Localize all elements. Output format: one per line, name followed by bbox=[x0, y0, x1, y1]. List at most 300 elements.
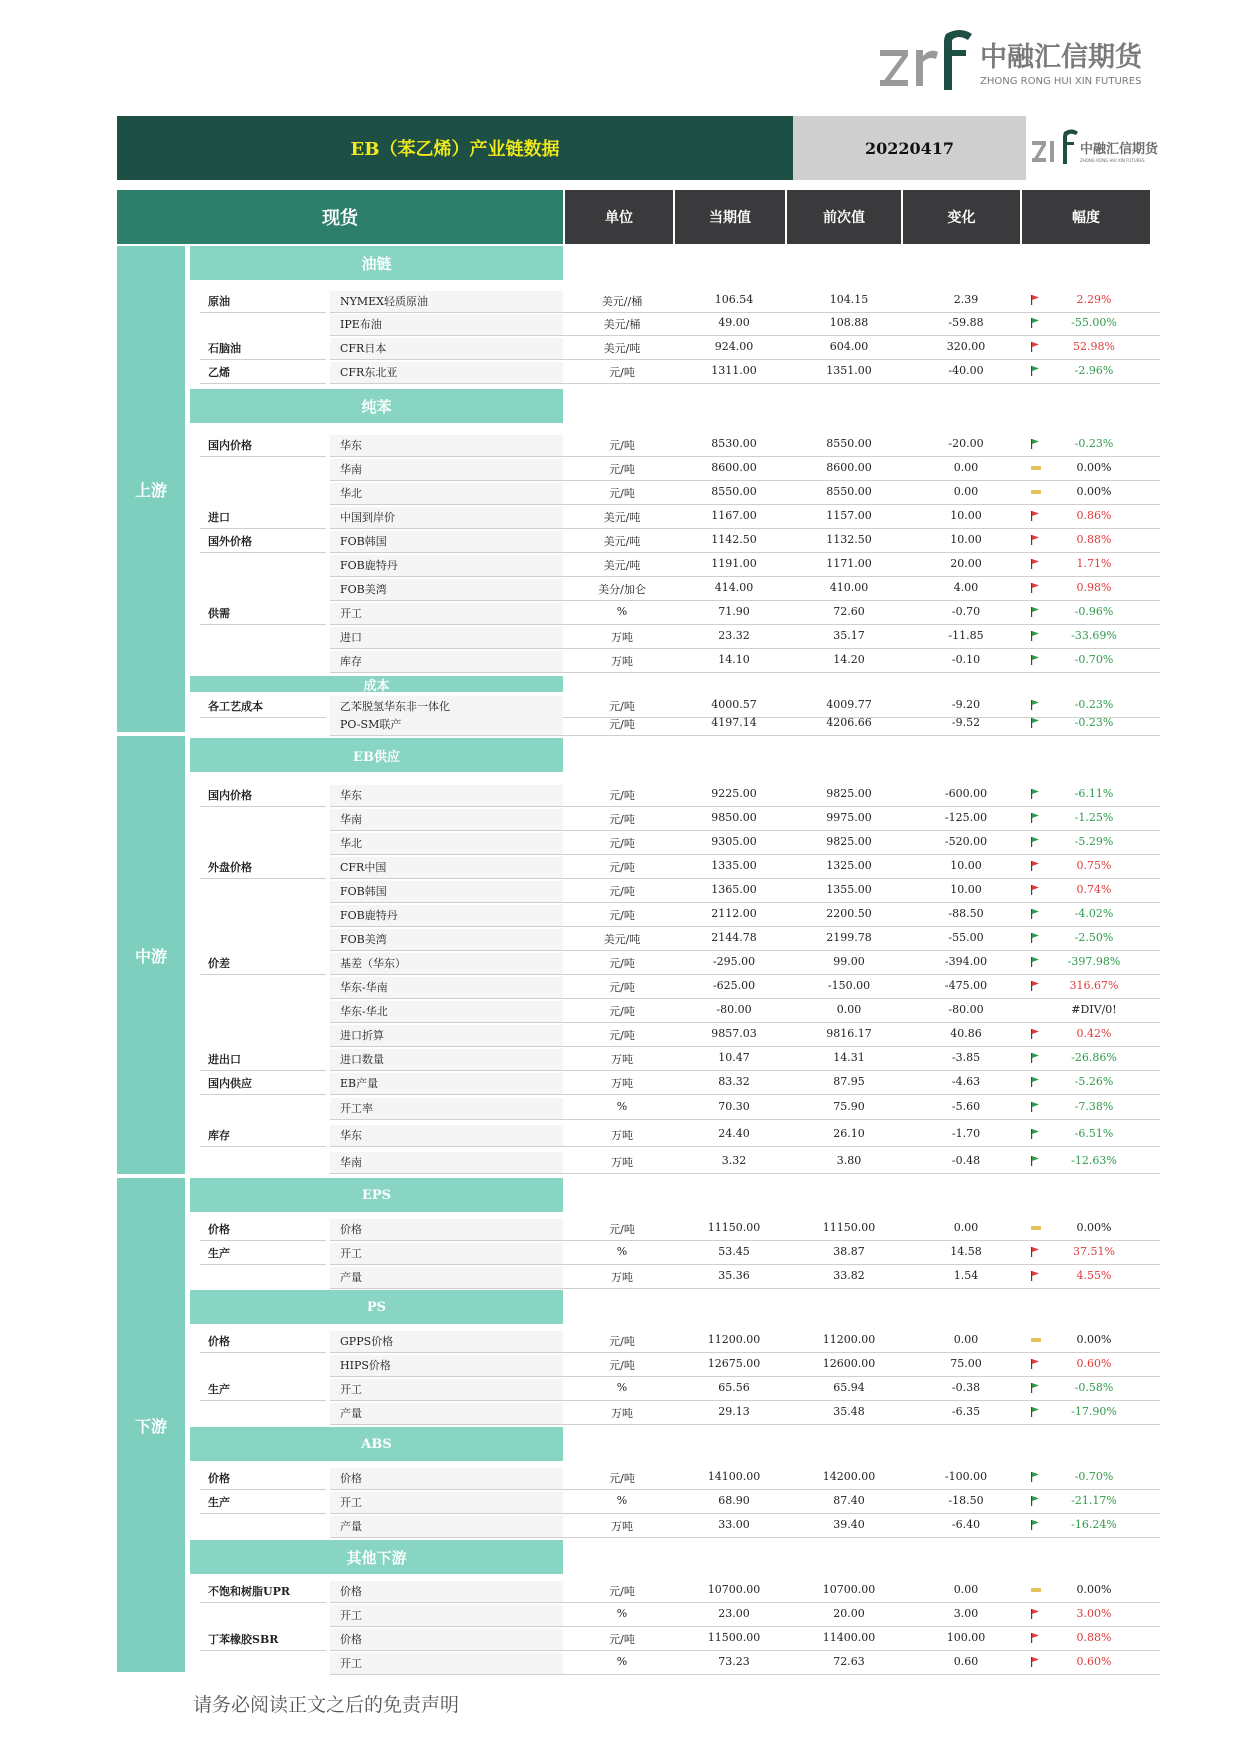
row-previous-value: 8550.00 bbox=[826, 485, 872, 498]
row-background bbox=[330, 627, 563, 648]
row-unit: 元/吨 bbox=[609, 1335, 635, 1348]
column-header-change-label: 变化 bbox=[947, 210, 976, 226]
row-change-value: -1.70 bbox=[951, 1127, 981, 1140]
row-separator bbox=[330, 1513, 1160, 1514]
row-item-label: 开工 bbox=[340, 1247, 362, 1260]
row-group-label: 国外价格 bbox=[208, 535, 252, 548]
row-item-label: 华北 bbox=[340, 487, 362, 500]
row-background bbox=[330, 1267, 563, 1288]
row-pct-value: -21.17% bbox=[1071, 1494, 1117, 1507]
red-flag-icon bbox=[1030, 1633, 1042, 1643]
row-separator bbox=[330, 1264, 1160, 1265]
row-change-value: 1.54 bbox=[953, 1269, 979, 1282]
row-item-label: 华东-华南 bbox=[340, 981, 388, 994]
row-unit: 元/吨 bbox=[609, 718, 635, 731]
row-item-label: 华南 bbox=[340, 813, 362, 826]
row-current-value: 2144.78 bbox=[711, 931, 757, 944]
row-change-value: -3.85 bbox=[951, 1051, 981, 1064]
row-current-value: 9850.00 bbox=[711, 811, 757, 824]
row-pct-value: 0.00% bbox=[1076, 1583, 1112, 1596]
row-change-value: -600.00 bbox=[944, 787, 988, 800]
row-separator bbox=[330, 1070, 1160, 1071]
row-separator bbox=[330, 735, 1160, 736]
row-group-label: 不饱和树脂UPR bbox=[208, 1585, 291, 1598]
group-separator bbox=[200, 1352, 326, 1353]
red-flag-icon bbox=[1030, 342, 1042, 352]
row-pct-value: -0.23% bbox=[1074, 437, 1114, 450]
row-pct-value: -0.70% bbox=[1074, 653, 1114, 666]
row-unit: 元/吨 bbox=[609, 885, 635, 898]
red-flag-icon bbox=[1030, 981, 1042, 991]
row-change-value: -0.10 bbox=[951, 653, 981, 666]
row-change-value: -100.00 bbox=[944, 1470, 988, 1483]
column-header-current-label: 当期值 bbox=[709, 210, 751, 226]
row-pct-value: -0.58% bbox=[1074, 1381, 1114, 1394]
green-flag-icon bbox=[1030, 718, 1042, 728]
group-separator bbox=[200, 1400, 326, 1401]
row-separator bbox=[330, 1400, 1160, 1401]
green-flag-icon bbox=[1030, 789, 1042, 799]
row-separator bbox=[330, 1626, 1160, 1627]
row-current-value: 14100.00 bbox=[707, 1470, 761, 1483]
row-pct-value: -0.23% bbox=[1074, 698, 1114, 711]
row-current-value: 8530.00 bbox=[711, 437, 757, 450]
row-pct-value: 52.98% bbox=[1073, 340, 1115, 353]
red-flag-icon bbox=[1030, 559, 1042, 569]
row-item-label: CFR东北亚 bbox=[340, 366, 398, 379]
row-pct-value: 0.98% bbox=[1076, 581, 1112, 594]
row-item-label: CFR中国 bbox=[340, 861, 387, 874]
row-separator bbox=[330, 1046, 1160, 1047]
row-background bbox=[330, 1219, 563, 1240]
row-group-label: 生产 bbox=[208, 1496, 230, 1509]
green-flag-icon bbox=[1030, 1520, 1042, 1530]
row-item-label: IPE布油 bbox=[340, 318, 382, 331]
row-current-value: 414.00 bbox=[714, 581, 754, 594]
row-current-value: -295.00 bbox=[712, 955, 756, 968]
row-unit: 元/吨 bbox=[609, 789, 635, 802]
row-change-value: 14.58 bbox=[950, 1245, 982, 1258]
row-pct-value: -0.23% bbox=[1074, 716, 1114, 729]
row-unit: 元/吨 bbox=[609, 439, 635, 452]
row-separator bbox=[330, 480, 1160, 481]
row-item-label: CFR日本 bbox=[340, 342, 387, 355]
row-current-value: 53.45 bbox=[718, 1245, 750, 1258]
row-current-value: 83.32 bbox=[718, 1075, 750, 1088]
row-current-value: 1167.00 bbox=[711, 509, 757, 522]
row-pct-value: 0.75% bbox=[1076, 859, 1112, 872]
section-oil-chain bbox=[190, 246, 563, 280]
flat-indicator-icon bbox=[1030, 463, 1042, 473]
row-current-value: 1365.00 bbox=[711, 883, 757, 896]
red-flag-icon bbox=[1030, 885, 1042, 895]
row-group-label: 各工艺成本 bbox=[208, 700, 263, 713]
row-change-value: 0.00 bbox=[953, 1221, 979, 1234]
row-current-value: 10700.00 bbox=[707, 1583, 761, 1596]
row-current-value: 11150.00 bbox=[707, 1221, 761, 1234]
row-pct-value: 0.00% bbox=[1076, 1333, 1112, 1346]
group-separator bbox=[200, 1513, 326, 1514]
row-pct-value: -2.96% bbox=[1074, 364, 1114, 377]
row-item-label: 华东 bbox=[340, 789, 362, 802]
row-unit: 美元/桶 bbox=[603, 318, 641, 331]
column-header-previous-label: 前次值 bbox=[823, 210, 865, 226]
row-group-label: 进出口 bbox=[208, 1053, 241, 1066]
row-pct-value: 0.00% bbox=[1076, 461, 1112, 474]
row-current-value: 11500.00 bbox=[707, 1631, 761, 1644]
row-unit: 元/吨 bbox=[609, 1223, 635, 1236]
row-change-value: -80.00 bbox=[948, 1003, 984, 1016]
row-previous-value: 104.15 bbox=[829, 293, 869, 306]
red-flag-icon bbox=[1030, 1247, 1042, 1257]
row-pct-value: -17.90% bbox=[1071, 1405, 1117, 1418]
row-pct-value: -55.00% bbox=[1071, 316, 1117, 329]
green-flag-icon bbox=[1030, 318, 1042, 328]
row-change-value: 75.00 bbox=[950, 1357, 982, 1370]
row-background bbox=[330, 1243, 563, 1264]
green-flag-icon bbox=[1030, 1077, 1042, 1087]
row-change-value: -125.00 bbox=[944, 811, 988, 824]
section-cost bbox=[190, 676, 563, 692]
green-flag-icon bbox=[1030, 957, 1042, 967]
green-flag-icon bbox=[1030, 1496, 1042, 1506]
row-previous-value: 14.20 bbox=[833, 653, 865, 666]
row-item-label: 产量 bbox=[340, 1407, 362, 1420]
row-background bbox=[330, 603, 563, 624]
row-change-value: 10.00 bbox=[950, 509, 982, 522]
row-unit: 万吨 bbox=[611, 1520, 633, 1533]
row-separator bbox=[330, 672, 1160, 673]
row-previous-value: 11200.00 bbox=[822, 1333, 876, 1346]
report-title-text: EB（苯乙烯）产业链数据 bbox=[350, 139, 560, 160]
row-item-label: 开工 bbox=[340, 1496, 362, 1509]
row-background bbox=[330, 1152, 563, 1173]
row-background bbox=[330, 1468, 563, 1489]
row-pct-value: 37.51% bbox=[1073, 1245, 1115, 1258]
row-previous-value: 65.94 bbox=[833, 1381, 865, 1394]
row-previous-value: 38.87 bbox=[833, 1245, 865, 1258]
row-previous-value: 75.90 bbox=[833, 1100, 865, 1113]
green-flag-icon bbox=[1030, 631, 1042, 641]
flat-indicator-icon bbox=[1030, 487, 1042, 497]
row-pct-value: -4.02% bbox=[1074, 907, 1114, 920]
row-item-label: 基差（华东） bbox=[340, 957, 406, 970]
group-separator bbox=[200, 359, 326, 360]
row-separator bbox=[330, 998, 1160, 999]
green-flag-icon bbox=[1030, 1407, 1042, 1417]
row-current-value: 24.40 bbox=[718, 1127, 750, 1140]
row-previous-value: 1325.00 bbox=[826, 859, 872, 872]
row-group-label: 石脑油 bbox=[208, 342, 241, 355]
row-separator bbox=[330, 1489, 1160, 1490]
row-change-value: -5.60 bbox=[951, 1100, 981, 1113]
row-separator bbox=[330, 600, 1160, 601]
green-flag-icon bbox=[1030, 700, 1042, 710]
row-separator bbox=[330, 902, 1160, 903]
row-pct-value: -7.38% bbox=[1074, 1100, 1114, 1113]
row-unit: 元/吨 bbox=[609, 837, 635, 850]
column-header-pct-label: 幅度 bbox=[1072, 210, 1100, 226]
row-current-value: 1142.50 bbox=[711, 533, 757, 546]
row-separator bbox=[330, 1537, 1160, 1538]
section-benzene bbox=[190, 389, 563, 423]
row-change-value: 40.86 bbox=[950, 1027, 982, 1040]
row-current-value: 9305.00 bbox=[711, 835, 757, 848]
row-separator bbox=[330, 576, 1160, 577]
row-change-value: 4.00 bbox=[953, 581, 979, 594]
row-previous-value: -150.00 bbox=[827, 979, 871, 992]
row-separator bbox=[330, 383, 1160, 384]
row-pct-value: 0.88% bbox=[1076, 1631, 1112, 1644]
row-previous-value: 604.00 bbox=[829, 340, 869, 353]
row-current-value: 106.54 bbox=[714, 293, 754, 306]
red-flag-icon bbox=[1030, 1029, 1042, 1039]
row-pct-value: -0.70% bbox=[1074, 1470, 1114, 1483]
column-header-spot bbox=[117, 190, 563, 244]
row-unit: 美元/吨 bbox=[603, 933, 641, 946]
row-item-label: 中国到岸价 bbox=[340, 511, 395, 524]
row-group-label: 乙烯 bbox=[208, 366, 230, 379]
row-pct-value: 0.74% bbox=[1076, 883, 1112, 896]
row-item-label: 价格 bbox=[340, 1472, 362, 1485]
row-unit: 元/吨 bbox=[609, 700, 635, 713]
row-group-label: 原油 bbox=[208, 295, 230, 308]
row-pct-value: 0.88% bbox=[1076, 533, 1112, 546]
group-separator bbox=[200, 528, 326, 529]
row-separator bbox=[330, 1674, 1160, 1675]
row-current-value: 33.00 bbox=[718, 1518, 750, 1531]
row-previous-value: 33.82 bbox=[833, 1269, 865, 1282]
row-previous-value: 108.88 bbox=[829, 316, 869, 329]
row-current-value: 3.32 bbox=[721, 1154, 747, 1167]
column-header-spot-label: 现货 bbox=[322, 208, 358, 229]
section-cost-label: 成本 bbox=[363, 678, 390, 694]
row-unit: % bbox=[616, 1381, 628, 1394]
row-current-value: 4197.14 bbox=[711, 716, 757, 729]
green-flag-icon bbox=[1030, 1129, 1042, 1139]
row-group-label: 国内价格 bbox=[208, 789, 252, 802]
row-item-label: HIPS价格 bbox=[340, 1359, 391, 1372]
row-group-label: 生产 bbox=[208, 1383, 230, 1396]
row-unit: 元/吨 bbox=[609, 813, 635, 826]
row-separator bbox=[330, 312, 1160, 313]
row-change-value: 0.00 bbox=[953, 485, 979, 498]
red-flag-icon bbox=[1030, 861, 1042, 871]
row-item-label: FOB美湾 bbox=[340, 583, 387, 596]
section-other-downstream-label: 其他下游 bbox=[346, 1548, 407, 1567]
row-separator bbox=[330, 1094, 1160, 1095]
row-item-label: PO-SM联产 bbox=[340, 718, 402, 731]
report-date-text: 20220417 bbox=[864, 138, 955, 158]
row-separator bbox=[330, 504, 1160, 505]
row-background bbox=[330, 483, 563, 504]
section-eb-supply-label: EB供应 bbox=[353, 749, 400, 765]
row-current-value: 9857.03 bbox=[711, 1027, 757, 1040]
row-background bbox=[330, 459, 563, 480]
row-item-label: 产量 bbox=[340, 1271, 362, 1284]
row-previous-value: 26.10 bbox=[833, 1127, 865, 1140]
red-flag-icon bbox=[1030, 583, 1042, 593]
group-separator bbox=[200, 974, 326, 975]
row-unit: 万吨 bbox=[611, 655, 633, 668]
row-previous-value: 0.00 bbox=[836, 1003, 862, 1016]
row-pct-value: -1.25% bbox=[1074, 811, 1114, 824]
row-change-value: -18.50 bbox=[948, 1494, 984, 1507]
row-previous-value: 35.48 bbox=[833, 1405, 865, 1418]
row-unit: % bbox=[616, 1494, 628, 1507]
row-item-label: 华南 bbox=[340, 463, 362, 476]
flat-indicator-icon bbox=[1030, 1585, 1042, 1595]
row-group-label: 国内供应 bbox=[208, 1077, 252, 1090]
zone-downstream bbox=[117, 1178, 185, 1672]
row-current-value: 23.32 bbox=[718, 629, 750, 642]
row-previous-value: 72.63 bbox=[833, 1655, 865, 1668]
row-background bbox=[330, 1403, 563, 1424]
row-unit: 万吨 bbox=[611, 1129, 633, 1142]
group-separator bbox=[200, 1489, 326, 1490]
row-change-value: 2.39 bbox=[953, 293, 979, 306]
row-pct-value: -0.96% bbox=[1074, 605, 1114, 618]
section-ps bbox=[190, 1290, 563, 1324]
group-separator bbox=[200, 1650, 326, 1651]
column-header-pct bbox=[1022, 190, 1150, 244]
row-unit: 元/吨 bbox=[609, 981, 635, 994]
group-separator bbox=[200, 1070, 326, 1071]
row-item-label: 产量 bbox=[340, 1520, 362, 1533]
row-change-value: -40.00 bbox=[948, 364, 984, 377]
row-change-value: -55.00 bbox=[948, 931, 984, 944]
report-date bbox=[793, 116, 1026, 180]
row-unit: 万吨 bbox=[611, 631, 633, 644]
row-background bbox=[330, 1492, 563, 1513]
row-unit: 万吨 bbox=[611, 1053, 633, 1066]
row-change-value: 0.60 bbox=[953, 1655, 979, 1668]
row-current-value: 924.00 bbox=[714, 340, 754, 353]
row-item-label: 进口折算 bbox=[340, 1029, 384, 1042]
row-item-label: 进口数量 bbox=[340, 1053, 384, 1066]
row-unit: 美分/加仑 bbox=[598, 583, 646, 596]
group-separator bbox=[200, 1240, 326, 1241]
row-background bbox=[330, 1581, 563, 1602]
row-pct-value: -12.63% bbox=[1071, 1154, 1117, 1167]
green-flag-icon bbox=[1030, 837, 1042, 847]
row-item-label: GPPS价格 bbox=[340, 1335, 394, 1348]
row-unit: 美元/吨 bbox=[603, 511, 641, 524]
row-pct-value: 316.67% bbox=[1069, 979, 1119, 992]
row-item-label: EB产量 bbox=[340, 1077, 379, 1090]
green-flag-icon bbox=[1030, 1053, 1042, 1063]
group-separator bbox=[200, 717, 326, 718]
row-previous-value: 3.80 bbox=[836, 1154, 862, 1167]
green-flag-icon bbox=[1030, 1156, 1042, 1166]
section-oil-chain-label: 油链 bbox=[361, 254, 392, 273]
row-previous-value: 14200.00 bbox=[822, 1470, 876, 1483]
group-separator bbox=[200, 1094, 326, 1095]
row-group-label: 国内价格 bbox=[208, 439, 252, 452]
row-current-value: 70.30 bbox=[718, 1100, 750, 1113]
row-unit: 万吨 bbox=[611, 1407, 633, 1420]
row-current-value: 1191.00 bbox=[711, 557, 757, 570]
group-separator bbox=[200, 1146, 326, 1147]
disclaimer-text: 请务必阅读正文之后的免责声明 bbox=[193, 1694, 460, 1716]
row-item-label: 华北 bbox=[340, 837, 362, 850]
column-header-current bbox=[675, 190, 785, 244]
row-separator bbox=[330, 1288, 1160, 1289]
row-pct-value: -5.29% bbox=[1074, 835, 1114, 848]
row-pct-value: -397.98% bbox=[1067, 955, 1121, 968]
row-change-value: 10.00 bbox=[950, 859, 982, 872]
row-pct-value: 0.86% bbox=[1076, 509, 1112, 522]
green-flag-icon bbox=[1030, 607, 1042, 617]
group-separator bbox=[200, 624, 326, 625]
row-change-value: -394.00 bbox=[944, 955, 988, 968]
row-pct-value: #DIV/0! bbox=[1071, 1003, 1117, 1016]
row-previous-value: 2200.50 bbox=[826, 907, 872, 920]
row-previous-value: 9825.00 bbox=[826, 787, 872, 800]
row-change-value: -6.35 bbox=[951, 1405, 981, 1418]
red-flag-icon bbox=[1030, 295, 1042, 305]
row-unit: % bbox=[616, 1245, 628, 1258]
row-separator bbox=[330, 528, 1160, 529]
report-title bbox=[117, 116, 793, 180]
row-group-label: 丁苯橡胶SBR bbox=[208, 1633, 279, 1646]
row-unit: 元/吨 bbox=[609, 1633, 635, 1646]
row-current-value: 23.00 bbox=[718, 1607, 750, 1620]
row-background bbox=[330, 1516, 563, 1537]
row-group-label: 价差 bbox=[208, 957, 230, 970]
row-separator bbox=[330, 1650, 1160, 1651]
row-current-value: 8550.00 bbox=[711, 485, 757, 498]
row-unit: 元/吨 bbox=[609, 1585, 635, 1598]
row-pct-value: 0.60% bbox=[1076, 1357, 1112, 1370]
row-item-label: FOB鹿特丹 bbox=[340, 909, 398, 922]
row-current-value: 4000.57 bbox=[711, 698, 757, 711]
row-previous-value: 87.40 bbox=[833, 1494, 865, 1507]
row-previous-value: 12600.00 bbox=[822, 1357, 876, 1370]
row-change-value: -9.52 bbox=[951, 716, 981, 729]
group-separator bbox=[200, 1602, 326, 1603]
row-unit: 美元//桶 bbox=[601, 295, 643, 308]
row-previous-value: 410.00 bbox=[829, 581, 869, 594]
row-unit: % bbox=[616, 1607, 628, 1620]
row-current-value: -625.00 bbox=[712, 979, 756, 992]
row-current-value: -80.00 bbox=[716, 1003, 752, 1016]
row-unit: 元/吨 bbox=[609, 909, 635, 922]
row-pct-value: 0.00% bbox=[1076, 485, 1112, 498]
row-unit: 美元/吨 bbox=[603, 342, 641, 355]
row-current-value: 49.00 bbox=[718, 316, 750, 329]
row-separator bbox=[330, 648, 1160, 649]
row-unit: 元/吨 bbox=[609, 1029, 635, 1042]
row-item-label: 库存 bbox=[340, 655, 362, 668]
group-separator bbox=[200, 552, 326, 553]
row-previous-value: 1132.50 bbox=[826, 533, 872, 546]
row-change-value: 3.00 bbox=[953, 1607, 979, 1620]
row-unit: 元/吨 bbox=[609, 1359, 635, 1372]
company-logo bbox=[880, 28, 1160, 98]
row-unit: 美元/吨 bbox=[603, 535, 641, 548]
row-change-value: -520.00 bbox=[944, 835, 988, 848]
row-previous-value: 9816.17 bbox=[826, 1027, 872, 1040]
row-separator bbox=[330, 806, 1160, 807]
flat-indicator-icon bbox=[1030, 1223, 1042, 1233]
row-change-value: -0.48 bbox=[951, 1154, 981, 1167]
flat-indicator-icon bbox=[1030, 1335, 1042, 1345]
row-pct-value: 0.00% bbox=[1076, 1221, 1112, 1234]
row-pct-value: -6.11% bbox=[1074, 787, 1114, 800]
row-item-label: 开工率 bbox=[340, 1102, 373, 1115]
section-eps-label: EPS bbox=[361, 1187, 392, 1203]
